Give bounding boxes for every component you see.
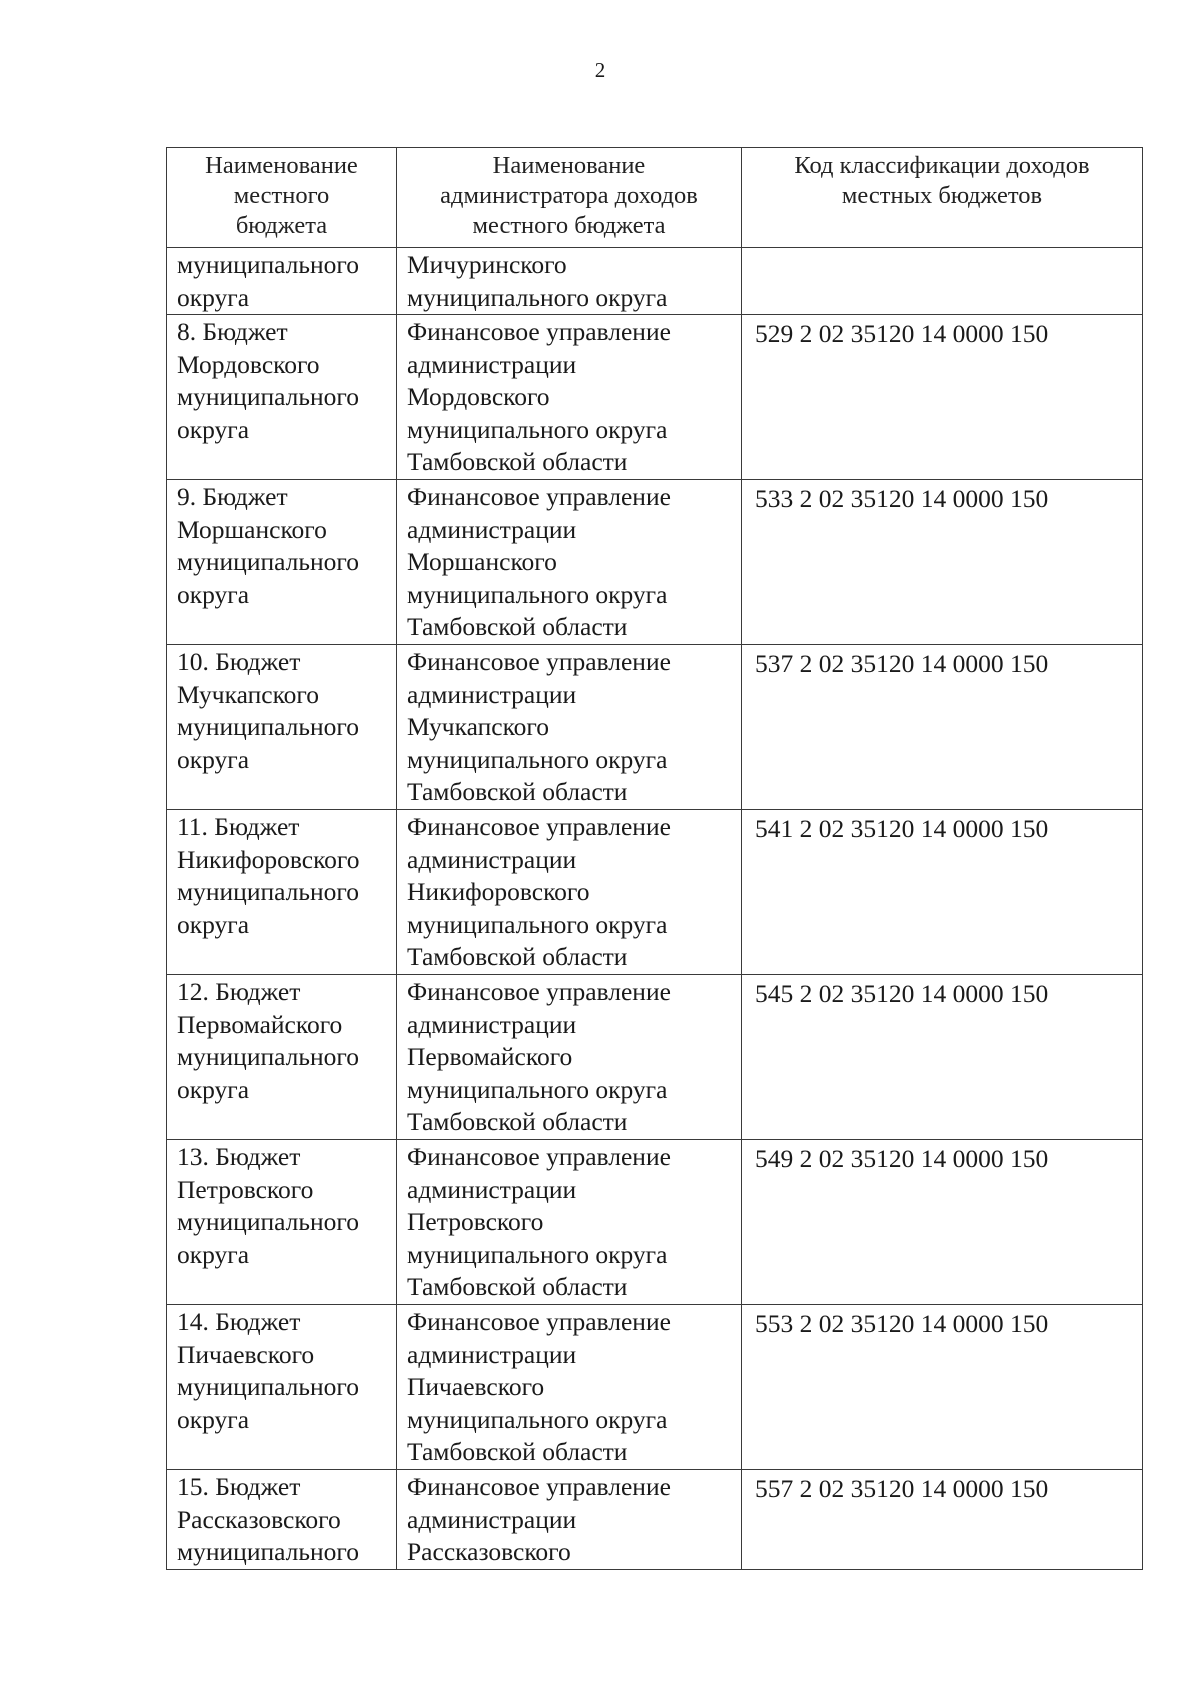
cell-line: Мучкапского xyxy=(177,679,319,709)
cell-line: Пичаевского xyxy=(177,1339,315,1369)
classification-code-cell xyxy=(742,248,1143,315)
cell-line: муниципального xyxy=(177,877,359,906)
administrator-cell xyxy=(397,1470,742,1570)
cell-line: Петровского xyxy=(407,1207,544,1236)
page-number: 2 xyxy=(594,58,606,82)
cell-line: Финансовое управление xyxy=(407,482,671,511)
header-line: Код классификации доходов xyxy=(794,152,1090,179)
cell-line: муниципального xyxy=(177,1372,359,1401)
cell-line: муниципального округа xyxy=(407,909,668,939)
cell-line: 9. Бюджет xyxy=(177,482,288,511)
administrator-cell xyxy=(397,1140,742,1305)
cell-line: округа xyxy=(177,1074,250,1104)
cell-line: округа xyxy=(177,909,250,939)
header-line: Наименование xyxy=(492,152,646,179)
cell-line: 11. Бюджет xyxy=(177,812,300,841)
classification-code-cell: 529 2 02 35120 14 0000 150 xyxy=(742,315,1143,480)
table-body xyxy=(167,248,1143,1570)
administrator-cell xyxy=(397,975,742,1140)
classification-code-cell: 545 2 02 35120 14 0000 150 xyxy=(742,975,1143,1140)
classification-code-cell: 553 2 02 35120 14 0000 150 xyxy=(742,1305,1143,1470)
cell-line: Рассказовского xyxy=(407,1537,571,1566)
classification-code-cell: 537 2 02 35120 14 0000 150 xyxy=(742,645,1143,810)
budget-name-cell xyxy=(167,975,397,1140)
cell-line: администрации xyxy=(407,1504,577,1534)
cell-line: администрации xyxy=(407,1174,577,1204)
header-line: Наименование xyxy=(205,152,358,179)
cell-line: Тамбовской области xyxy=(407,612,628,641)
cell-line: Пичаевского xyxy=(407,1372,545,1401)
cell-line: муниципального округа xyxy=(407,744,668,774)
table-row xyxy=(167,1305,1143,1470)
cell-line: Никифоровского xyxy=(407,877,590,906)
classification-code-cell: 533 2 02 35120 14 0000 150 xyxy=(742,480,1143,645)
cell-line: округа xyxy=(177,282,250,312)
classification-code-cell: 549 2 02 35120 14 0000 150 xyxy=(742,1140,1143,1305)
cell-line: Финансовое управление xyxy=(407,1472,671,1501)
cell-line: Мордовского xyxy=(177,349,320,379)
cell-line: администрации xyxy=(407,349,577,379)
budget-name-cell xyxy=(167,480,397,645)
cell-line: Финансовое управление xyxy=(407,317,671,346)
cell-line: муниципального xyxy=(177,547,359,576)
header-line: местного xyxy=(233,182,330,209)
header-classification-code xyxy=(742,148,1143,248)
cell-line: администрации xyxy=(407,844,577,874)
cell-line: муниципального xyxy=(177,1207,359,1236)
cell-line: 14. Бюджет xyxy=(177,1307,301,1336)
cell-line: муниципального xyxy=(177,250,359,279)
cell-line: муниципального округа xyxy=(407,414,668,444)
header-row xyxy=(167,148,1143,248)
cell-line: муниципального xyxy=(177,712,359,741)
table-row xyxy=(167,315,1143,480)
cell-line: Финансовое управление xyxy=(407,977,671,1006)
header-line: местных бюджетов xyxy=(841,182,1043,209)
cell-line: Петровского xyxy=(177,1174,314,1204)
cell-line: 12. Бюджет xyxy=(177,977,301,1006)
classification-code-cell: 557 2 02 35120 14 0000 150 xyxy=(742,1470,1143,1570)
administrator-cell xyxy=(397,315,742,480)
cell-line: Мучкапского xyxy=(407,712,549,741)
cell-line: Первомайского xyxy=(177,1009,343,1039)
budget-name-cell xyxy=(167,1470,397,1570)
budget-name-cell xyxy=(167,810,397,975)
cell-line: Финансовое управление xyxy=(407,647,671,676)
cell-line: Финансовое управление xyxy=(407,812,671,841)
budget-name-cell xyxy=(167,645,397,810)
cell-line: Мордовского xyxy=(407,382,550,411)
cell-line: муниципального xyxy=(177,1537,359,1566)
budget-name-cell xyxy=(167,1305,397,1470)
cell-line: Финансовое управление xyxy=(407,1307,671,1336)
header-budget-name xyxy=(167,148,397,248)
cell-line: муниципального округа xyxy=(407,1074,668,1104)
cell-line: Тамбовской области xyxy=(407,1272,628,1301)
cell-line: муниципального округа xyxy=(407,1404,668,1434)
budget-name-cell xyxy=(167,1140,397,1305)
budget-revenue-table xyxy=(166,147,1143,1570)
cell-line: округа xyxy=(177,1404,250,1434)
administrator-cell xyxy=(397,480,742,645)
cell-line: администрации xyxy=(407,1339,577,1369)
classification-code-cell: 541 2 02 35120 14 0000 150 xyxy=(742,810,1143,975)
header-administrator-name xyxy=(397,148,742,248)
cell-line: муниципального xyxy=(177,1042,359,1071)
cell-line: 8. Бюджет xyxy=(177,317,288,346)
cell-line: 10. Бюджет xyxy=(177,647,301,676)
header-line: местного бюджета xyxy=(472,212,666,239)
cell-line: Тамбовской области xyxy=(407,1437,628,1466)
header-line: бюджета xyxy=(235,212,328,239)
cell-line: муниципального округа xyxy=(407,1239,668,1269)
cell-line: 15. Бюджет xyxy=(177,1472,301,1501)
cell-line: округа xyxy=(177,414,250,444)
cell-line: муниципального округа xyxy=(407,282,668,312)
administrator-cell xyxy=(397,248,742,315)
table-row xyxy=(167,645,1143,810)
cell-line: Моршанского xyxy=(177,514,327,544)
administrator-cell xyxy=(397,645,742,810)
cell-line: Тамбовской области xyxy=(407,942,628,971)
cell-line: округа xyxy=(177,1239,250,1269)
header-line: администратора доходов xyxy=(440,182,698,209)
cell-line: администрации xyxy=(407,1009,577,1039)
cell-line: округа xyxy=(177,579,250,609)
cell-line: Тамбовской области xyxy=(407,447,628,476)
table-row xyxy=(167,975,1143,1140)
cell-line: округа xyxy=(177,744,250,774)
table-row xyxy=(167,1140,1143,1305)
table-row xyxy=(167,480,1143,645)
cell-line: Мичуринского xyxy=(407,250,567,279)
cell-line: Финансовое управление xyxy=(407,1142,671,1171)
cell-line: администрации xyxy=(407,514,577,544)
cell-line: муниципального округа xyxy=(407,579,668,609)
cell-line: Рассказовского xyxy=(177,1504,341,1534)
cell-line: Тамбовской области xyxy=(407,777,628,806)
table-header xyxy=(167,148,1143,248)
cell-line: муниципального xyxy=(177,382,359,411)
cell-line: Первомайского xyxy=(407,1042,573,1071)
budget-name-cell xyxy=(167,248,397,315)
table-row xyxy=(167,1470,1143,1570)
administrator-cell xyxy=(397,1305,742,1470)
cell-line: Моршанского xyxy=(407,547,557,576)
administrator-cell xyxy=(397,810,742,975)
cell-line: администрации xyxy=(407,679,577,709)
table-row xyxy=(167,248,1143,315)
cell-line: Тамбовской области xyxy=(407,1107,628,1136)
cell-line: 13. Бюджет xyxy=(177,1142,301,1171)
budget-name-cell xyxy=(167,315,397,480)
cell-line: Никифоровского xyxy=(177,844,360,874)
table-row xyxy=(167,810,1143,975)
